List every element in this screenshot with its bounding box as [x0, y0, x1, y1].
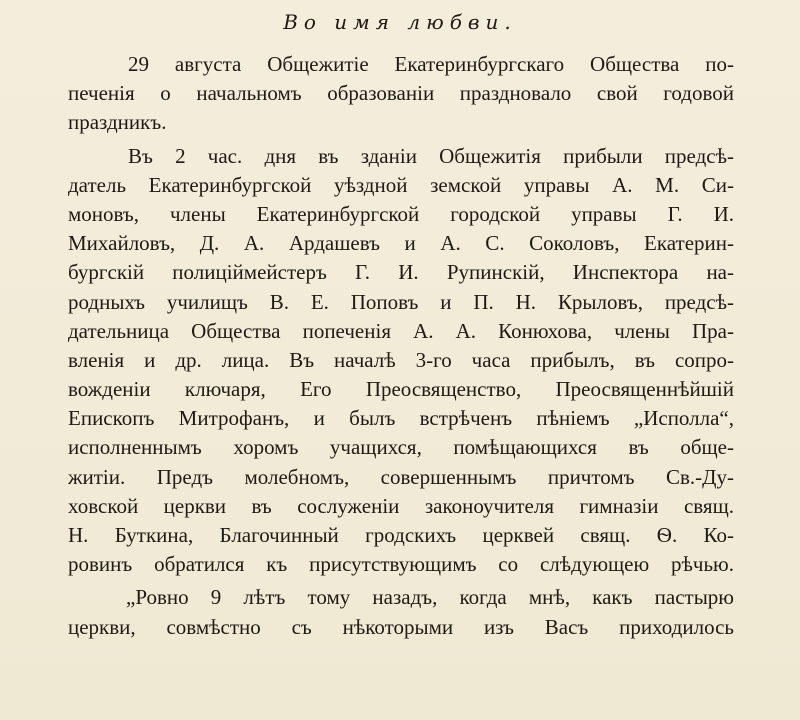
- text-line: Н. Буткина, Благочинный гродскихъ церквей свящ. Ѳ. Ко-: [68, 523, 734, 547]
- text-line: Михайловъ, Д. А. Ардашевъ и А. С. Соколовъ, Екатерин-: [68, 231, 734, 256]
- text-line: моновъ, члены Екатеринбургской городской управы Г. И.: [68, 201, 734, 226]
- text-line: праздникъ.: [68, 110, 167, 135]
- text-line: дательница Общества попеченія А. А. Конюхова, члены Пра-: [68, 318, 734, 343]
- text-line: церкви, совмѣстно съ нѣкоторыми изъ Васъ приходилось: [68, 614, 734, 639]
- text-line: Епископъ Митрофанъ, и былъ встрѣченъ пѣніемъ „Исполла“,: [68, 406, 734, 431]
- text-line: датель Екатеринбургской уѣздной земской управы А. М. Си-: [68, 172, 734, 197]
- body-text: [68, 50, 734, 642]
- text-line: ховской церкви въ сослуженіи законоучителя гимназіи свящ.: [68, 493, 734, 518]
- text-line: родныхъ училищъ В. Е. Поповъ и П. Н. Крыловъ, предсѣ-: [68, 289, 734, 314]
- text-line: исполненнымъ хоромъ учащихся, помѣщающихся въ обще-: [68, 435, 734, 460]
- text-line: „Ровно 9 лѣтъ тому назадъ, когда мнѣ, какъ пастырю: [126, 585, 734, 610]
- text-line: печенія о начальномъ образованіи праздновало свой годовой: [68, 81, 734, 106]
- text-line: бургскій полицiймейстеръ Г. И. Рупинскій, Инспектора на-: [68, 260, 734, 285]
- text-line: вленія и др. лица. Въ началѣ 3-го часа прибылъ, въ сопро-: [68, 347, 734, 372]
- text-line: житіи. Предъ молебномъ, совершеннымъ причтомъ Св.-Ду-: [68, 464, 734, 489]
- text-line: вожденіи ключаря, Его Преосвященство, Преосвященнѣйшій: [68, 377, 734, 402]
- running-head: Во имя любви.: [283, 10, 517, 34]
- text-line: Въ 2 час. дня въ зданіи Общежитія прибыли предсѣ-: [128, 143, 734, 168]
- text-line: 29 августа Общежитіе Екатеринбургскаго Общества по-: [128, 52, 734, 76]
- text-line: ровинъ обратился къ присутствующимъ со слѣдующею рѣчью.: [68, 552, 734, 577]
